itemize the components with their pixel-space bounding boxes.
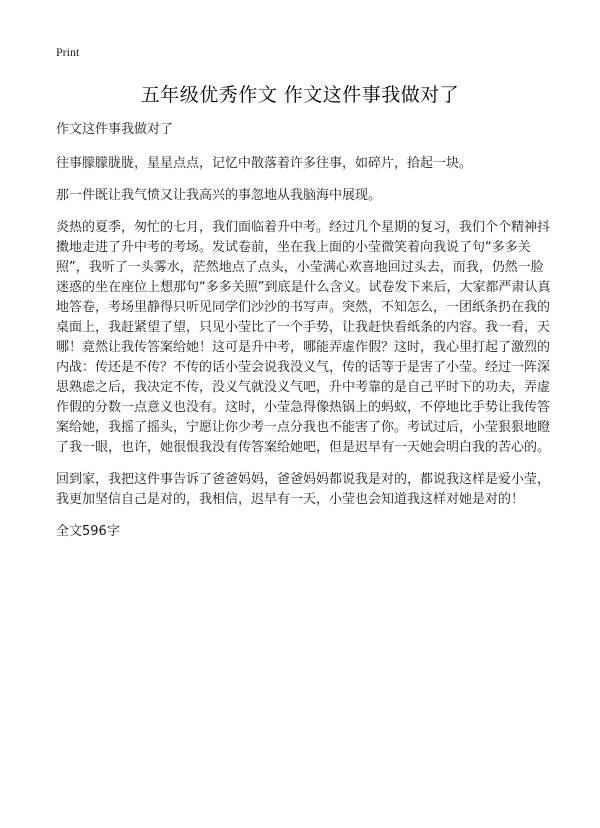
paragraph-2: 那一件既让我气愤又让我高兴的事忽地从我脑海中展现。 (56, 188, 382, 203)
print-link[interactable]: Print (56, 45, 80, 59)
page-title: 五年级优秀作文 作文这件事我做对了 (140, 84, 460, 106)
paragraph-1: 往事朦朦胧胧，星星点点，记忆中散落着许多往事，如碎片，拾起一块。 (56, 156, 473, 171)
paragraph-4: 回到家，我把这件事告诉了爸爸妈妈，爸爸妈妈都说我是对的，都说我这样是爱小莹，我更加坚信自己是对的，我相信，迟早有一天，小莹也会知道我这样对她是对的！ (56, 472, 551, 507)
article-subtitle: 作文这件事我做对了 (56, 122, 174, 137)
paragraph-3: 炎热的夏季，匆忙的七月，我们面临着升中考。经过几个星期的复习，我们个个精神抖擞地走进了升中考的考场。发试卷前，坐在我上面的小莹微笑着向我说了句“多多关照”，我听了一头雾水，茫然地点了点头，小莹满心欢喜地回过头去，而我，仍然一脸迷惑的坐在座位上想那句“多多关照”到底是什么含义。试卷发下来后，大家都严肃认真地答卷，考场里静得只听见同学们沙沙的书写声。突然，不知怎么，一团纸条扔在我的桌面上，我赶紧望了望，只见小莹比了一个手势，让我赶快看纸条的内容。我一看，天哪！竟然让我传答案给她！这可是升中考，哪能弄虚作假？这时，我心里打起了激烈的内战：传还是不传？不传的话小莹会说我没义气，传的话等于是害了小莹。经过一阵深思熟虑之后，我决定不传，没义气就没义气吧，升中考靠的是自己平时下的功夫，弄虚作假的分数一点意义也没有。这时，小莹急得像热锅上的蚂蚁，不停地比手势让我传答案给她，我摇了摇头，宁愿让你少考一点分我也不能害了你。考试过后，小莹狠狠地瞪了我一眼，也许，她很恨我没有传答案给她吧，但是迟早有一天她会明白我的苦心的。 (56, 220, 551, 455)
word-count: 全文596字 (56, 524, 120, 539)
article-body (56, 120, 556, 554)
